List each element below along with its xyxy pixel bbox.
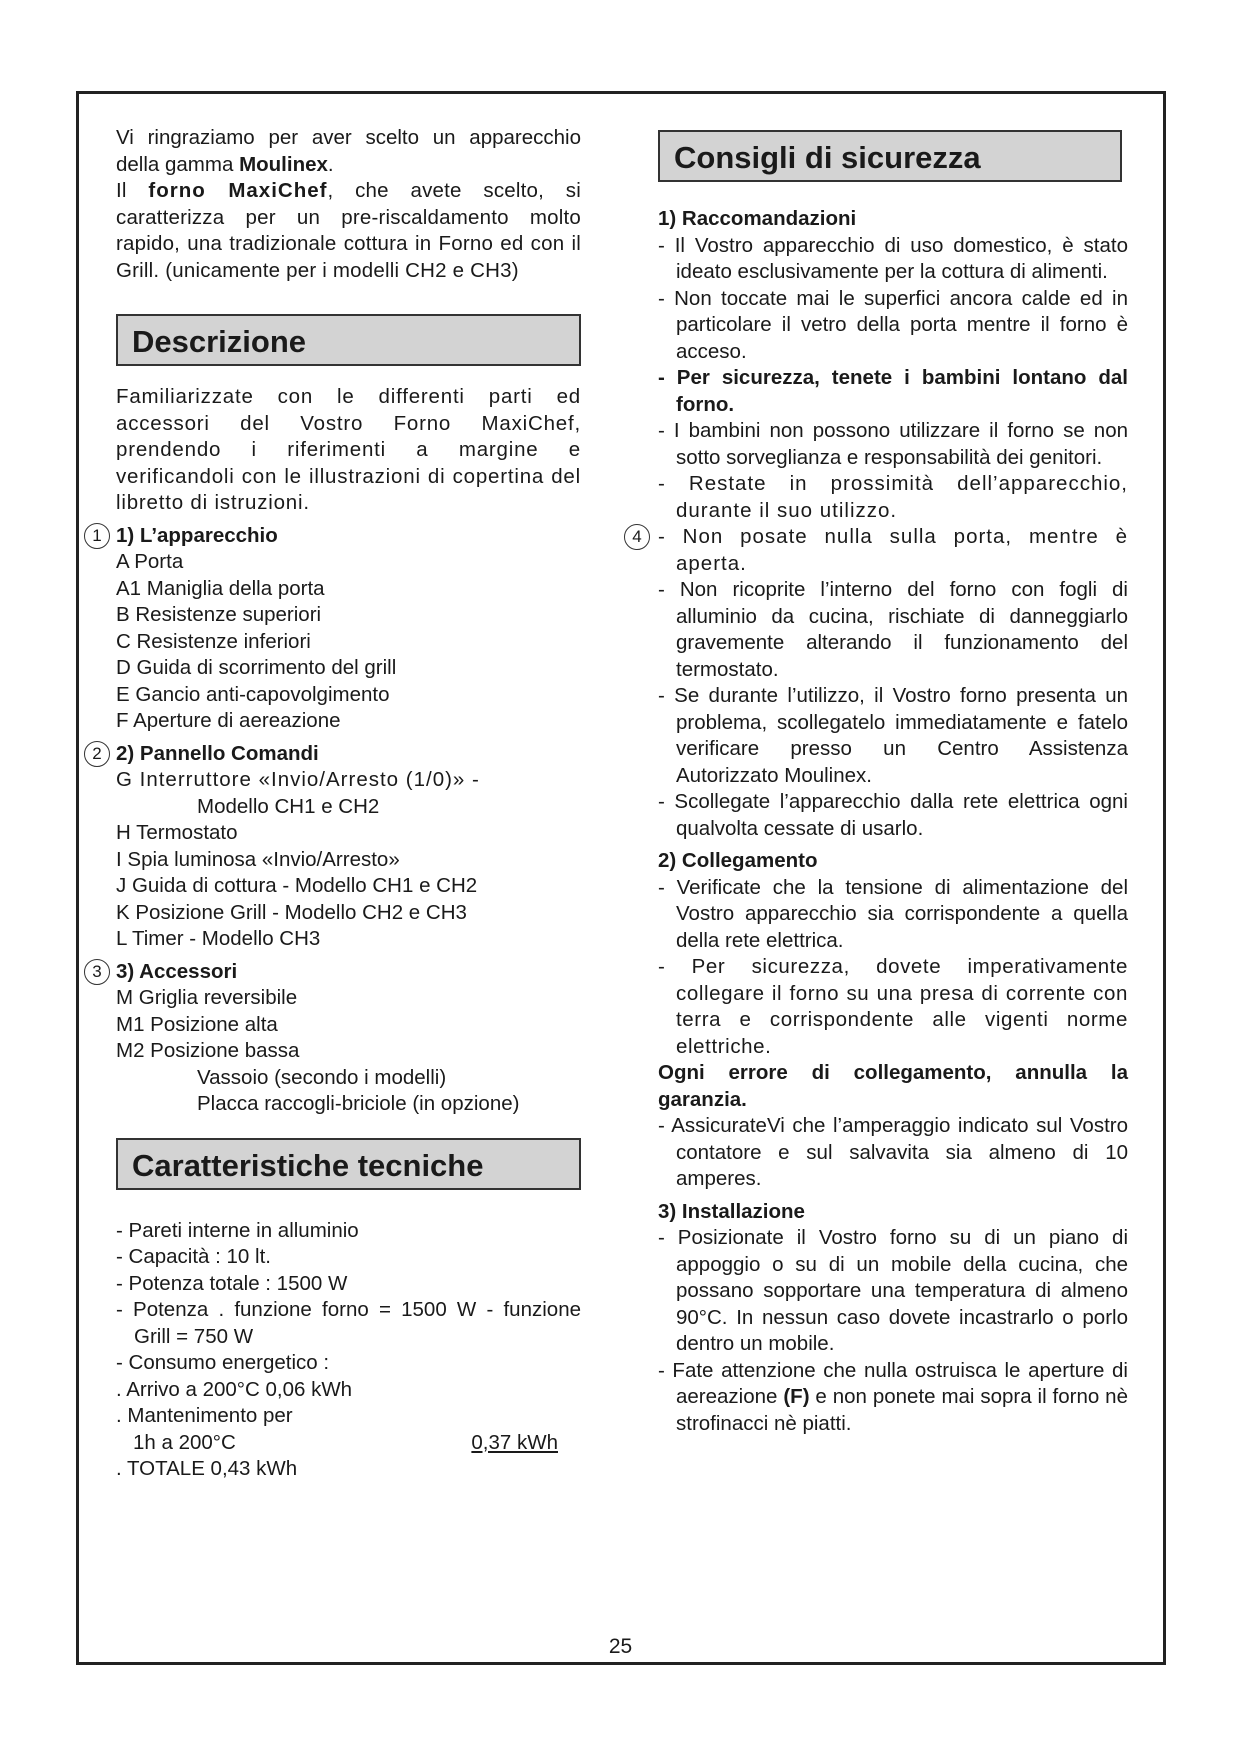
list-item: A1 Maniglia della porta [116,576,325,600]
installazione-item: - Posizionate il Vostro forno su di un piano di appoggio o su di un mobile della cucina, che possano sopportare una temperatura di almeno 90°C. In nessun caso dovete incastrarlo o porlo dentro un mobile. [658,1226,1128,1355]
list-item: I Spia luminosa «Invio/Arresto» [116,847,400,871]
list-item: M2 Posizione bassa [116,1039,300,1062]
spec-item: . Mantenimento per [116,1404,293,1427]
collegamento-item: - AssicurateVi che l’amperaggio indicato sul Vostro contatore e sul salvavita sia almeno di 10 amperes. [658,1114,1128,1190]
product-name: forno MaxiChef [148,179,328,202]
ref-F: (F) [783,1385,810,1408]
intro-text: Vi ringraziamo per aver scelto un apparecchio della gamma [116,126,581,176]
list-item: M1 Posizione alta [116,1012,278,1036]
caratteristiche-title: Caratteristiche tecniche [116,1138,581,1190]
installazione-text-2: e non ponete mai sopra il forno nè strofinacci nè piatti. [676,1385,1128,1435]
raccomandazione-item: - Il Vostro apparecchio di uso domestico, è stato ideato esclusivamente per la cottura di alimenti. [658,233,1128,283]
section-accessori [92,959,581,1118]
bold-warning: - Per sicurezza, tenete i bambini lontano dal forno. [658,366,1128,416]
marker-1: 1 [84,523,110,549]
raccomandazione-item: - Non ricoprite l’interno del forno con fogli di alluminio da cucina, rischiate di danneggiarlo gravemente alterando il funzionamento del termostato. [658,578,1128,681]
list-item: Vassoio (secondo i modelli) [197,1065,447,1089]
spec-item: . Arrivo a 200°C 0,06 kWh [116,1377,353,1401]
spec-item: - Potenza . funzione forno = 1500 W - funzione Grill = 750 W [116,1298,581,1348]
caratteristiche-list [116,1218,581,1483]
section-pannello-comandi [92,741,581,953]
spec-item: - Consumo energetico : [116,1351,330,1374]
left-column [92,125,582,1483]
installazione-item [658,1358,1128,1438]
marker-3: 3 [84,959,110,985]
raccomandazione-item: - Restate in prossimità dell’apparecchio, durante il suo utilizzo. [658,472,1128,522]
brand-name: Moulinex [239,152,328,176]
marker-4: 4 [624,524,650,550]
section-heading: 3) Accessori [116,959,238,983]
collegamento-heading: 2) Collegamento [658,849,818,872]
collegamento-bold: Ogni errore di collegamento, annulla la garanzia. [658,1061,1128,1111]
list-item: L Timer - Modello CH3 [116,927,321,950]
list-item: Modello CH1 e CH2 [197,794,380,818]
descrizione-text: Familiarizzate con le differenti parti ed accessori del Vostro Forno MaxiChef, prendendo i riferimenti a margine e verificandoli con le illustrazioni di copertina del libretto di istruzioni. [116,385,581,514]
list-item: D Guida di scorrimento del grill [116,656,397,679]
intro-text-3: , che avete scelto, si caratterizza per un pre-riscaldamento molto rapido, una tradizionale cottura in Forno ed con il Grill. (unicamente per i modelli CH2 e CH3) [116,179,582,282]
spec-item: - Capacità : 10 lt. [116,1245,271,1268]
descrizione-title: Descrizione [116,314,581,366]
intro-period: . [327,152,334,176]
list-item: F Aperture di aereazione [116,709,341,732]
spec-item: - Pareti interne in alluminio [116,1218,359,1242]
hold-value: 0,37 kWh [471,1430,558,1454]
page-number: 25 [608,1635,633,1658]
installazione-heading: 3) Installazione [658,1199,805,1223]
raccomandazione-item: - Scollegate l’apparecchio dalla rete elettrica ogni qualvolta cessate di usarlo. [658,790,1128,840]
hold-row [116,1430,558,1457]
section-heading: 2) Pannello Comandi [116,741,319,765]
spec-item: - Potenza totale : 1500 W [116,1271,348,1295]
hold-label: 1h a 200°C [133,1430,236,1454]
section-apparecchio [92,523,581,735]
raccomandazioni-heading: 1) Raccomandazioni [658,207,857,230]
list-item: J Guida di cottura - Modello CH1 e CH2 [116,874,478,897]
section-heading: 1) L’apparecchio [116,523,278,547]
raccomandazione-item: - Se durante l’utilizzo, il Vostro forno presenta un problema, scollegatelo immediatamente e fatelo verificare presso un Centro Assistenza Autorizzato Moulinex. [658,684,1128,787]
list-item: H Termostato [116,821,238,844]
spec-total: . TOTALE 0,43 kWh [116,1457,298,1480]
collegamento-item: - Verificate che la tensione di alimentazione del Vostro apparecchio sia corrispondente a quella della rete elettrica. [658,875,1128,952]
marker-2: 2 [84,741,110,767]
right-column [632,130,1128,1437]
list-item: K Posizione Grill - Modello CH2 e CH3 [116,900,467,924]
door-item-row [632,524,1128,577]
raccomandazione-item: - Non toccate mai le superfici ancora calde ed in particolare il vetro della porta mentre il forno è acceso. [658,286,1128,363]
raccomandazione-item: - I bambini non possono utilizzare il forno se non sotto sorveglianza e responsabilità dei genitori. [658,419,1128,469]
consigli-title: Consigli di sicurezza [658,130,1122,182]
intro-paragraph [116,125,581,284]
list-item: E Gancio anti-capovolgimento [116,682,390,706]
list-item: A Porta [116,550,184,573]
list-item: G Interruttore «Invio/Arresto (1/0)» - [116,768,480,791]
list-item: B Resistenze superiori [116,603,322,626]
installazione-text: - Fate attenzione che nulla ostruisca le aperture di aereazione [658,1358,1128,1408]
collegamento-item: - Per sicurezza, dovete imperativamente collegare il forno su una presa di corrente con terra e corrispondente alle vigenti norme elettriche. [658,955,1128,1058]
intro-text-2: Il [116,179,149,202]
list-item: M Griglia reversibile [116,986,298,1009]
list-item: C Resistenze inferiori [116,629,311,653]
list-item: Placca raccogli-briciole (in opzione) [197,1092,520,1115]
raccomandazione-item: - Non posate nulla sulla porta, mentre è aperta. [658,525,1128,575]
